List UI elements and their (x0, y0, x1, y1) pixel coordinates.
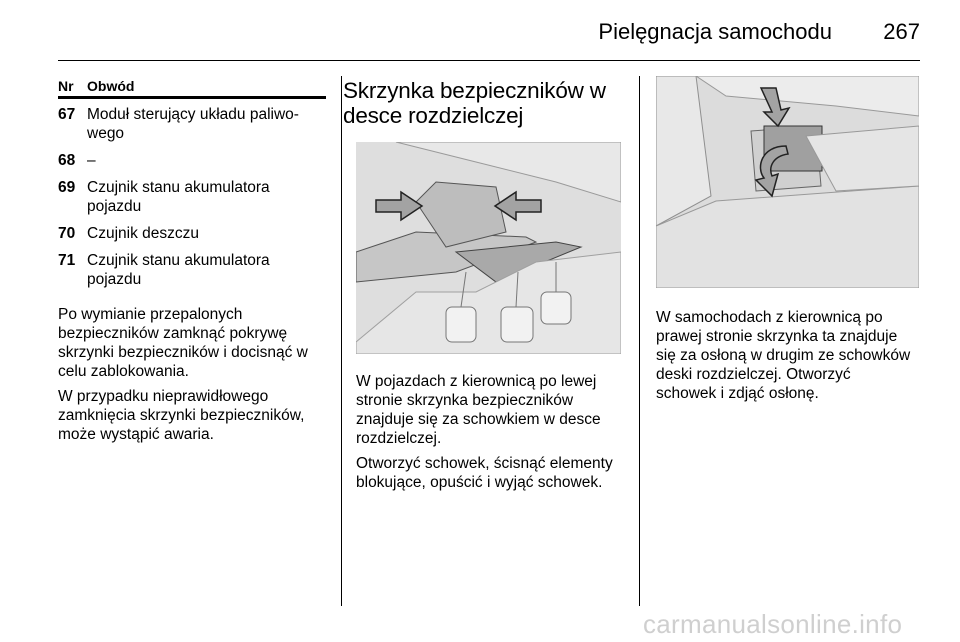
column-divider (639, 76, 640, 606)
row-text: Moduł sterujący układu paliwo- wego (87, 106, 299, 142)
section-title: Skrzynka bezpieczników w desce rozdzielczej (343, 78, 606, 128)
column-middle (343, 76, 627, 492)
row-number: 69 (58, 179, 76, 196)
header-nr: Nr (58, 78, 74, 94)
table-row (58, 151, 326, 170)
paragraph: Otworzyć schowek, ścisnąć elementy blokujące, opuścić i wyjąć schowek. (356, 455, 613, 491)
page-title: Pielęgnacja samochodu (598, 19, 832, 44)
table-row (58, 105, 326, 143)
fuse-cover-illustration (656, 76, 919, 288)
column-left (58, 76, 326, 444)
row-number: 68 (58, 152, 76, 169)
page-number: 267 (883, 19, 920, 44)
row-text: Czujnik stanu akumulatora pojazdu (87, 252, 270, 288)
glovebox-illustration (356, 142, 621, 354)
column-right (656, 76, 922, 403)
row-text: Czujnik stanu akumulatora pojazdu (87, 179, 270, 215)
row-text: – (87, 152, 96, 169)
paragraph: Po wymianie przepalonych bezpieczników zamknąć pokrywę skrzynki bezpieczników i docisnąć w celu zablokowania. (58, 306, 308, 380)
paragraph: W pojazdach z kierownicą po lewej stronie skrzynka bezpieczników znajduje się za schowkiem w desce rozdzielczej. (356, 373, 601, 447)
row-text: Czujnik deszczu (87, 225, 199, 242)
page-header (58, 14, 920, 61)
watermark: carmanualsonline.info (643, 609, 903, 639)
row-number: 71 (58, 252, 76, 269)
paragraph: W samochodach z kierownicą po prawej stronie skrzynka ta znajduje się za osłoną w drugim ze schowków deski rozdzielczej. Otworzyć schowek i zdjąć osłonę. (656, 309, 911, 402)
table-row (58, 178, 326, 216)
fuse-table-header (58, 76, 326, 99)
header-circuit: Obwód (87, 78, 135, 94)
table-row (58, 224, 326, 243)
table-row (58, 251, 326, 289)
column-divider (341, 76, 342, 606)
row-number: 67 (58, 106, 76, 123)
paragraph: W przypadku nieprawidłowego zamknięcia skrzynki bezpieczników, może wystąpić awaria. (58, 388, 305, 443)
row-number: 70 (58, 225, 76, 242)
